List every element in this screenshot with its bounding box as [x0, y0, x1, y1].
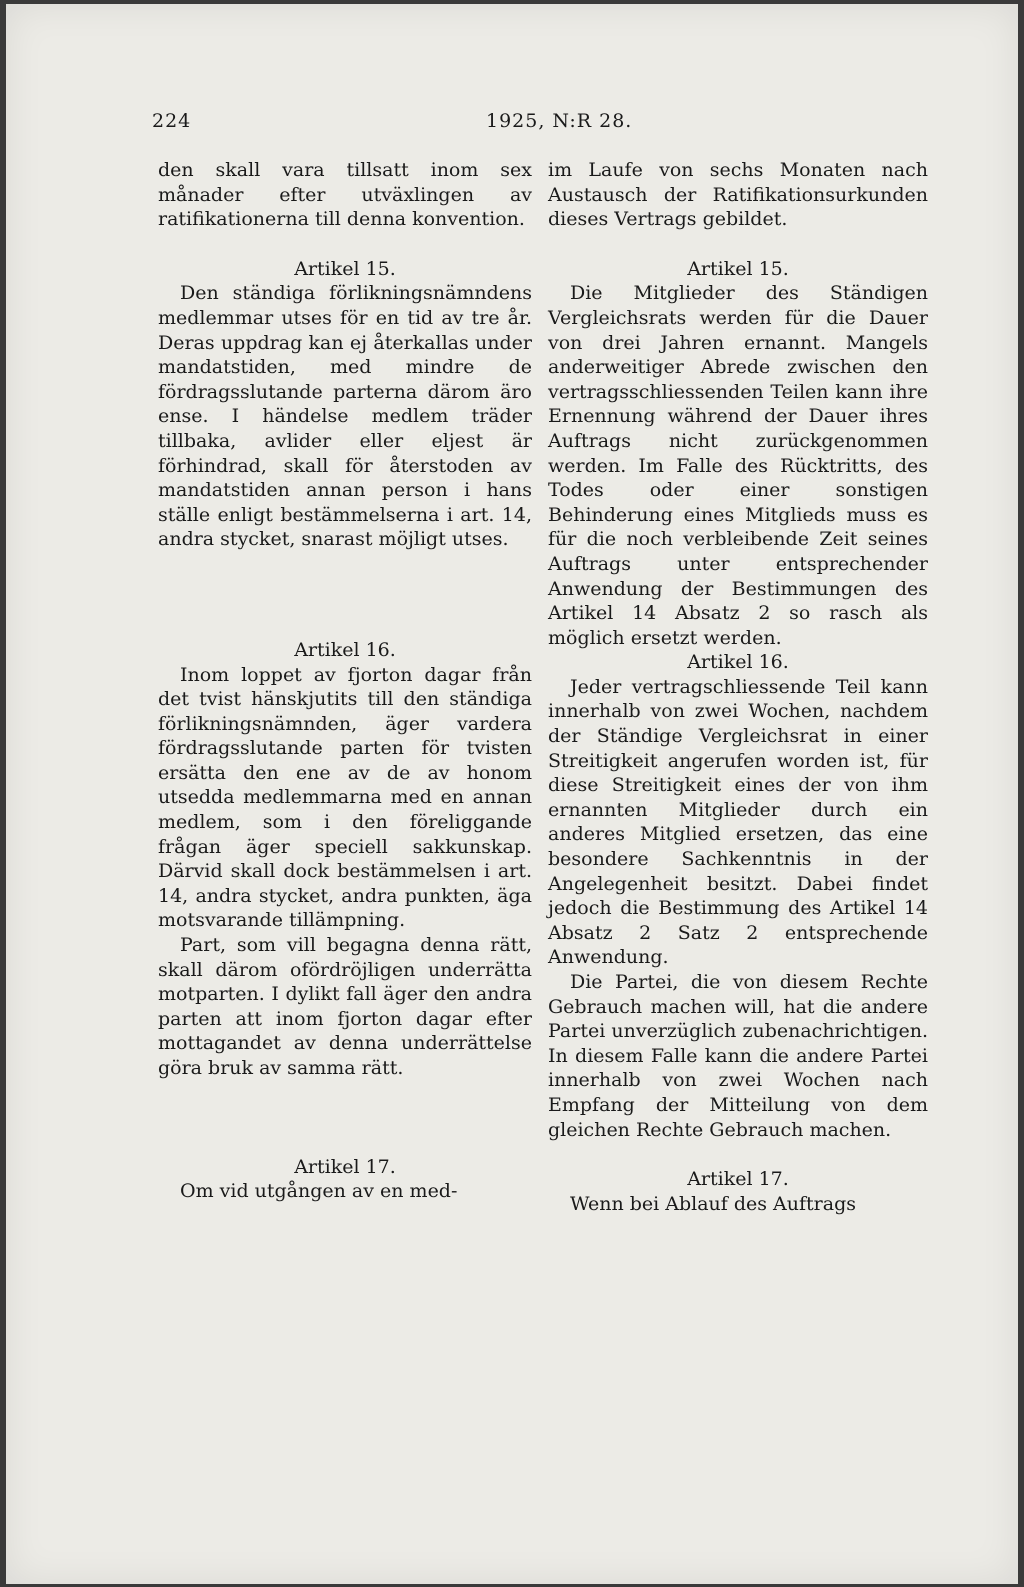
- de-article-15-text: Die Mitglieder des Ständigen Vergleichsrats werden für die Dauer von drei Jahren ernannt. Mangels anderweitiger Abrede zwischen den vertragsschliessenden Teilen kann ihre Ernennung während der Dauer ihres Auftrags nicht zurückgenommen werden. Im Falle des Rücktritts, des Todes oder einer sonstigen Behinderung eines Mitglieds muss es für die noch verbleibende Zeit seines Auftrags unter entsprechender Anwendung der Bestimmungen des Artikel 14 Absatz 2 so rasch als möglich ersetzt werden.: [548, 282, 928, 649]
- page-number: 224: [152, 110, 192, 132]
- swedish-column: [158, 158, 532, 1204]
- de-article-17-title: Artikel 17.: [687, 1168, 789, 1191]
- sv-article-17-title: Artikel 17.: [294, 1155, 396, 1178]
- german-column: [548, 158, 928, 1216]
- sv-article-16-para-2: Part, som vill begagna denna rätt, skall därom ofördröjligen underrätta motparten. I dylikt fall äger den andra parten att inom fjorton dagar efter mottagandet av denna underrättelse göra bruk av samma rätt.: [158, 934, 532, 1079]
- de-article-16-para-1: Jeder vertragschliessende Teil kann innerhalb von zwei Wochen, nachdem der Ständige Vergleichsrat in einer Streitigkeit angerufen worden ist, für diese Streitigkeit eines der von ihm ernannten Mitglieder durch ein anderes Mitglied ersetzen, das eine besondere Sachkenntnis in der Angelegenheit besitzt. Dabei findet jedoch die Bestimmung des Artikel 14 Absatz 2 Satz 2 entsprechende Anwendung.: [548, 675, 928, 969]
- de-article-15-title: Artikel 15.: [687, 257, 789, 280]
- sv-article-16-title: Artikel 16.: [294, 638, 396, 661]
- de-article-17-text: Wenn bei Ablauf des Auftrags: [570, 1192, 857, 1215]
- de-article-16-title: Artikel 16.: [687, 651, 789, 674]
- sv-article-17-text: Om vid utgången av en med-: [180, 1180, 458, 1203]
- sv-article-15-title: Artikel 15.: [294, 257, 396, 280]
- sv-article-15-text: Den ständiga förlikningsnämndens medlemmar utses för en tid av tre år. Deras uppdrag kan ej återkallas under mandatstiden, med mindre de fördragsslutande parterna därom äro ense. I händelse medlem träder tillbaka, avlider eller eljest är förhindrad, skall för återstoden av mandatstiden annan person i hans ställe enligt bestämmelserna i art. 14, andra stycket, snarast möjligt utses.: [158, 282, 532, 551]
- de-intro: im Laufe von sechs Monaten nach Austausch der Ratifikationsurkunden dieses Vertrags gebildet.: [548, 159, 928, 231]
- sv-article-16-para-1: Inom loppet av fjorton dagar från det tvist hänskjutits till den ständiga förlikningsnämnden, äger vardera fördragsslutande parten för tvisten ersätta den ene av de av honom utsedda medlemmarna med en annan medlem, som i den föreliggande frågan äger speciell sakkunskap. Därvid skall dock bestämmelsen i art. 14, andra stycket, andra punkten, äga motsvarande tillämpning.: [158, 663, 532, 932]
- series-number: 1925, N:R 28.: [486, 110, 633, 132]
- page-header: [146, 106, 946, 138]
- de-article-16-para-2: Die Partei, die von diesem Rechte Gebrauch machen will, hat die andere Partei unverzüglich zubenachrichtigen. In diesem Falle kann die andere Partei innerhalb von zwei Wochen nach Empfang der Mitteilung von dem gleichen Rechte Gebrauch machen.: [548, 971, 928, 1141]
- sv-intro: den skall vara tillsatt inom sex månader efter utväxlingen av ratifikationerna till denna konvention.: [158, 159, 532, 231]
